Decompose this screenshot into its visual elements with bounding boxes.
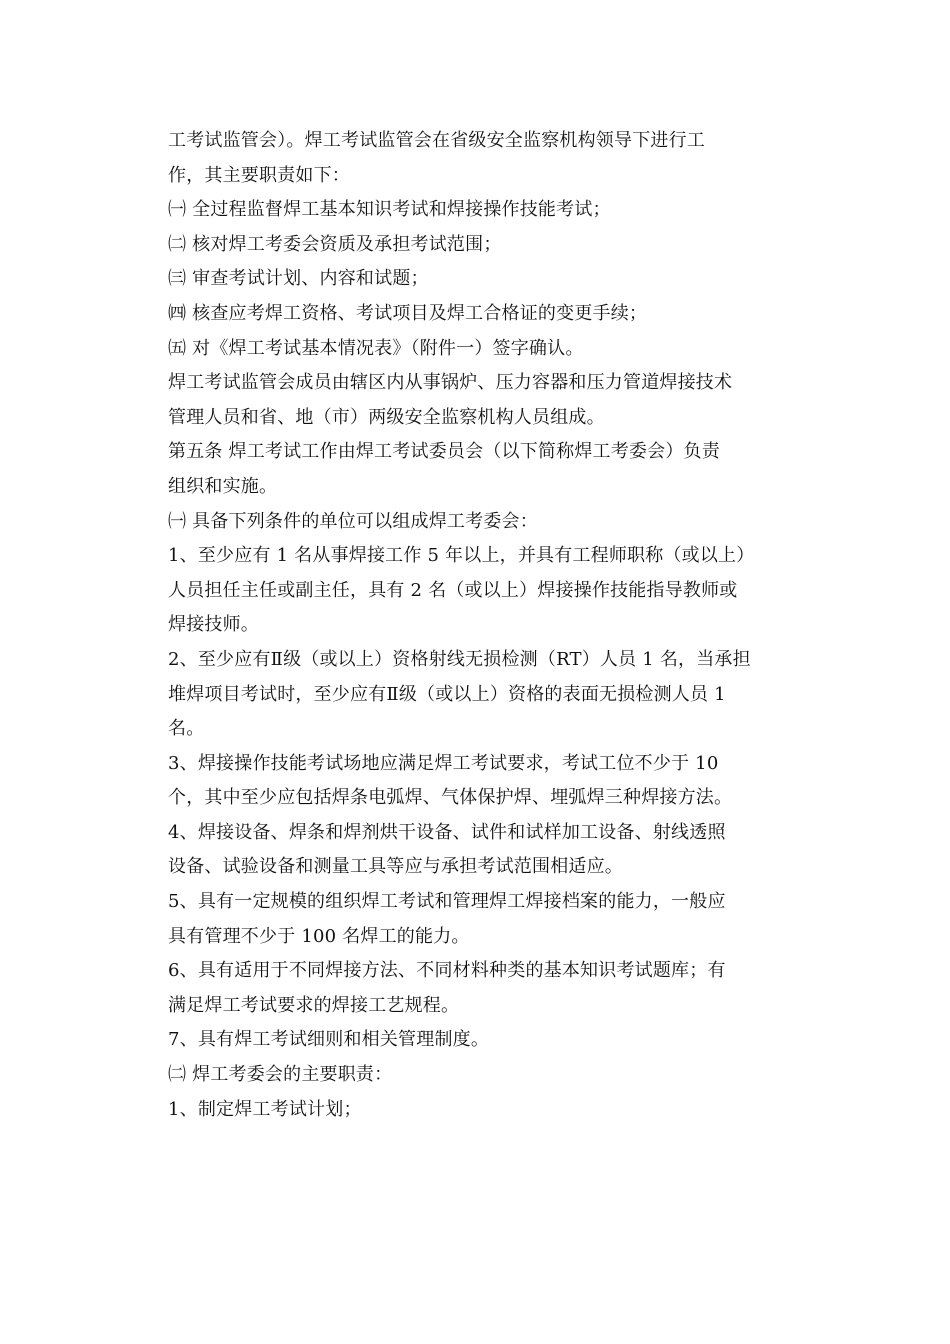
text-line: 作，其主要职责如下：: [168, 164, 350, 186]
text-line: 组织和实施。: [168, 475, 278, 497]
text-line: 人员担任主任或副主任，具有 2 名（或以上）焊接操作技能指导教师或: [168, 579, 738, 601]
list-item: 5、具有一定规模的组织焊工考试和管理焊工焊接档案的能力，一般应: [168, 891, 726, 913]
text-line: 工考试监管会）。焊工考试监管会在省级安全监察机构领导下进行工: [168, 130, 705, 151]
list-item: ㈢ 审查考试计划、内容和试题；: [168, 268, 429, 290]
list-item: 7、具有焊工考试细则和相关管理制度。: [168, 1029, 490, 1051]
list-item: 3、焊接操作技能考试场地应满足焊工考试要求，考试工位不少于 10: [168, 752, 719, 774]
text-line: 管理人员和省、地（市）两级安全监察机构人员组成。: [168, 406, 605, 428]
text-line: 设备、试验设备和测量工具等应与承担考试范围相适应。: [168, 856, 623, 878]
list-item: ㈡ 焊工考委会的主要职责：: [168, 1064, 393, 1086]
list-item: 1、制定焊工考试计划；: [168, 1098, 362, 1120]
list-item: ㈠ 全过程监督焊工基本知识考试和焊接操作技能考试；: [168, 199, 611, 221]
text-line: 焊工考试监管会成员由辖区内从事锅炉、压力容器和压力管道焊接技术: [168, 372, 733, 394]
list-item: 2、至少应有Ⅱ级（或以上）资格射线无损检测（RT）人员 1 名，当承担: [168, 648, 751, 670]
article-heading-line: 第五条 焊工考试工作由焊工考试委员会（以下简称焊工考委会）负责: [168, 441, 720, 463]
text-line: 具有管理不少于 100 名焊工的能力。: [168, 925, 470, 947]
list-item: 6、具有适用于不同焊接方法、不同材料种类的基本知识考试题库；有: [168, 960, 726, 982]
text-line: 个，其中至少应包括焊条电弧焊、气体保护焊、埋弧焊三种焊接方法。: [168, 787, 733, 809]
text-line: 堆焊项目考试时，至少应有Ⅱ级（或以上）资格的表面无损检测人员 1: [168, 683, 726, 705]
list-item: ㈣ 核查应考焊工资格、考试项目及焊工合格证的变更手续；: [168, 302, 648, 324]
list-item: 1、至少应有 1 名从事焊接工作 5 年以上，并具有工程师职称（或以上）: [168, 545, 755, 567]
list-item: ㈤ 对《焊工考试基本情况表》（附件一）签字确认。: [168, 337, 584, 359]
list-item: ㈠ 具备下列条件的单位可以组成焊工考委会：: [168, 510, 538, 532]
text-line: 焊接技师。: [168, 614, 259, 636]
list-item: ㈡ 核对焊工考委会资质及承担考试范围；: [168, 233, 502, 255]
list-item: 4、焊接设备、焊条和焊剂烘干设备、试件和试样加工设备、射线透照: [168, 821, 726, 843]
document-body: [168, 124, 788, 1127]
text-line: 名。: [168, 718, 205, 740]
text-line: 满足焊工考试要求的焊接工艺规程。: [168, 994, 460, 1016]
